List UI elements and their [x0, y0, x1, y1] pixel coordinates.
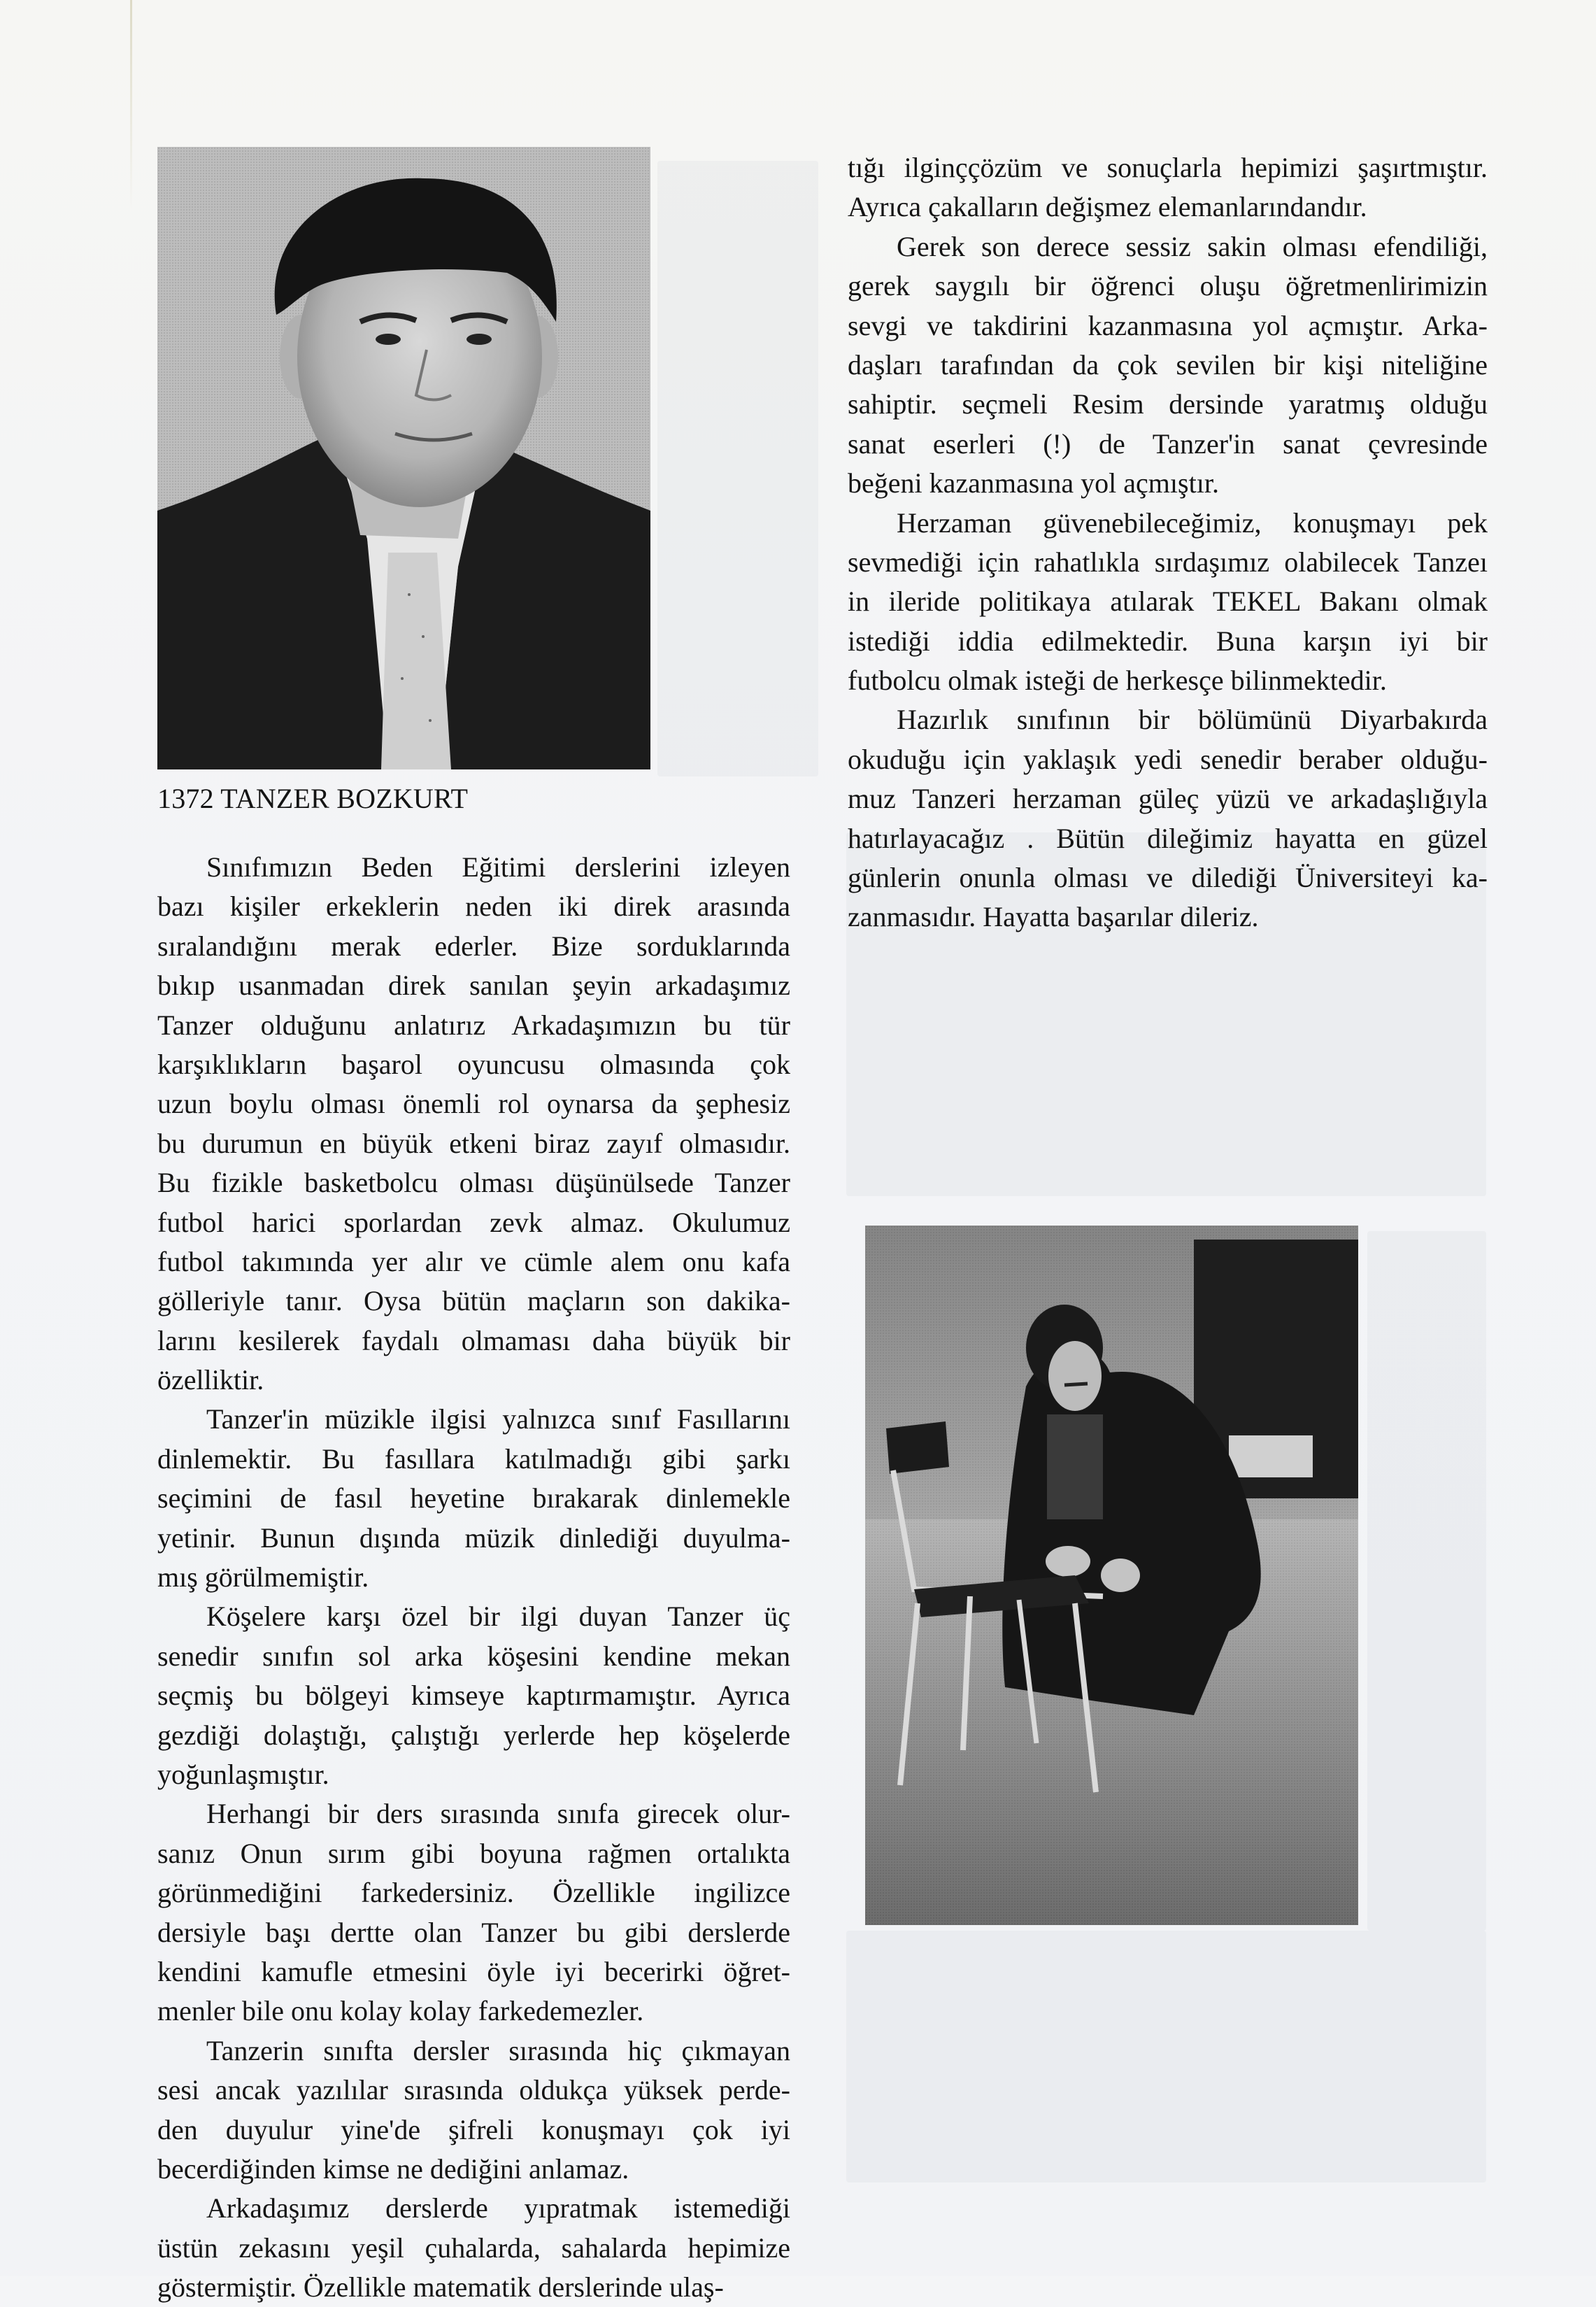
text-line: futbolcu olmak isteği de herkesçe bilinmektedir. — [848, 665, 1387, 697]
left-text-column — [157, 848, 790, 2307]
text-line: karşıklıkların başarol oyuncusu olmasında çok — [157, 1048, 790, 1080]
text-line: kendini kamufle etmesini öyle iyi becerirki öğret- — [157, 1955, 790, 1987]
paragraph — [848, 504, 1488, 701]
text-line: Herzaman güvenebileceğimiz, konuşmayı pek — [897, 506, 1488, 539]
text-line: üstün zekasını yeşil çuhalarda, sahalarda hepimize — [157, 2231, 790, 2264]
crouching-by-chair-photo — [865, 1226, 1358, 1925]
text-line: özelliktir. — [157, 1364, 264, 1396]
paragraph — [848, 227, 1488, 504]
portrait-photo — [157, 147, 650, 769]
text-line: gezdiği dolaştığı, çalıştığı yerlerde hep köşelerde — [157, 1719, 790, 1751]
text-line: Hazırlık sınıfının bir bölümünü Diyarbakırda — [897, 704, 1488, 736]
text-line: sahiptir. seçmeli Resim dersinde yaratmış olduğu — [848, 388, 1488, 420]
text-line: sıralandığını merak ederler. Bize sorduklarında — [157, 930, 790, 962]
text-line: bu durumun en büyük etkeni biraz zayıf olmasıdır. — [157, 1127, 790, 1159]
text-line: seçimini de fasıl heyetine bırakarak dinlemekle — [157, 1482, 790, 1514]
text-line: Arkadaşımız derslerde yıpratmak istemediği — [206, 2192, 790, 2224]
text-line: seçmiş bu bölgeyi kimseye kaptırmamıştır. Ayrıca — [157, 1680, 790, 1712]
text-line: Tanzer'in müzikle ilgisi yalnızca sınıf Fasıllarını — [206, 1403, 790, 1435]
text-line: sanız Onun sırım gibi boyuna rağmen ortalıkta — [157, 1837, 790, 1869]
text-line: mış görülmemiştir. — [157, 1561, 369, 1593]
paragraph — [157, 2189, 790, 2307]
paragraph — [157, 1400, 790, 1597]
paragraph — [157, 848, 790, 1400]
text-line: senedir sınıfın sol arka köşesini kendine mekan — [157, 1640, 790, 1672]
text-line: futbol harici sporlardan zevk almaz. Okulumuz — [157, 1206, 790, 1238]
paper-fold-line — [130, 0, 132, 210]
text-line: larını kesilerek faydalı olmaması daha büyük bir — [157, 1324, 790, 1356]
text-line: Köşelere karşı özel bir ilgi duyan Tanzer üç — [206, 1600, 790, 1633]
text-line: dinlemektir. Bu fasıllara katılmadığı gibi şarkı — [157, 1442, 790, 1475]
paragraph — [848, 148, 1488, 227]
text-line: uzun boylu olması önemli rol oynarsa da şephesiz — [157, 1088, 790, 1120]
text-line: yoğunlaşmıştır. — [157, 1758, 329, 1790]
text-line: günlerin onunla olması ve dilediği Üniversiteyi ka- — [848, 862, 1488, 894]
text-line: Tanzer olduğunu anlatırız Arkadaşımızın bu tür — [157, 1009, 790, 1041]
text-line: Tanzerin sınıfta dersler sırasında hiç çıkmayan — [206, 2034, 790, 2066]
text-line: gölleriyle tanır. Oysa bütün maçların son dakika- — [157, 1285, 790, 1317]
paragraph — [157, 1794, 790, 2031]
text-line: okuduğu için yaklaşık yedi senedir beraber olduğu- — [848, 743, 1488, 775]
text-line: sevmediği için rahatlıkla sırdaşımız olabilecek Tanzeı — [848, 546, 1488, 578]
text-line: den duyulur yine'de şifreli konuşmayı çok iyi — [157, 2113, 790, 2145]
show-through-texture — [846, 1931, 1486, 2182]
paragraph — [157, 2031, 790, 2189]
text-line: göstermiştir. Özellikle matematik derslerinde ulaş- — [157, 2271, 724, 2304]
student-name-caption: 1372 TANZER BOZKURT — [157, 783, 469, 814]
text-line: Ayrıca çakalların değişmez elemanlarındandır. — [848, 191, 1367, 223]
text-line: sesi ancak yazılılar sırasında oldukça yüksek perde- — [157, 2074, 790, 2106]
text-line: becerdiğinden kimse ne dediğini anlamaz. — [157, 2152, 629, 2185]
text-line: in ileride politikaya atılarak TEKEL Bakanı olmak — [848, 585, 1488, 618]
text-line: istediği iddia edilmektedir. Buna karşın iyi bir — [848, 625, 1488, 657]
text-line: sanat eserleri (!) de Tanzer'in sanat çevresinde — [848, 427, 1488, 460]
text-line: görünmediğini farkedersiniz. Özellikle ingilizce — [157, 1877, 790, 1909]
text-line: yetinir. Bunun dışında müzik dinlediği duyulma- — [157, 1521, 790, 1554]
text-line: bıkıp usanmadan direk sanılan şeyin arkadaşımız — [157, 970, 790, 1002]
text-line: hatırlayacağız . Bütün dileğimiz hayatta en güzel — [848, 822, 1488, 854]
text-line: gerek saygılı bir öğrenci oluşu öğretmenlirimizin — [848, 270, 1488, 302]
portrait-photo-image — [157, 147, 650, 769]
show-through-texture — [1367, 1231, 1486, 1931]
show-through-texture — [657, 161, 818, 776]
text-line: Sınıfımızın Beden Eğitimi derslerini izleyen — [206, 851, 790, 883]
text-line: futbol takımında yer alır ve cümle alem onu kafa — [157, 1245, 790, 1277]
text-line: bazı kişiler erkeklerin neden iki direk arasında — [157, 890, 790, 923]
text-line: muz Tanzeri herzaman güleç yüzü ve arkadaşlığıyla — [848, 783, 1488, 815]
text-line: zanmasıdır. Hayatta başarılar dileriz. — [848, 901, 1259, 933]
paragraph — [157, 1597, 790, 1794]
paragraph — [848, 700, 1488, 937]
text-line: Bu fizikle basketbolcu olması düşünülsede Tanzer — [157, 1167, 790, 1199]
crouching-photo-image — [865, 1226, 1358, 1925]
text-line: sevgi ve takdirini kazanmasına yol açmıştır. Arka- — [848, 309, 1488, 341]
text-line: menler bile onu kolay kolay farkedemezler. — [157, 1995, 644, 2027]
text-line: daşları tarafından da çok sevilen bir kişi niteliğine — [848, 348, 1488, 381]
text-line: dersiyle başı dertte olan Tanzer bu gibi derslerde — [157, 1916, 790, 1948]
text-line: Herhangi bir ders sırasında sınıfa girecek olur- — [206, 1798, 790, 1830]
text-line: beğeni kazanmasına yol açmıştır. — [848, 467, 1219, 499]
text-line: Gerek son derece sessiz sakin olması efendiliği, — [897, 230, 1488, 262]
right-text-column — [848, 148, 1488, 937]
text-line: tığı ilginççözüm ve sonuçlarla hepimizi şaşırtmıştır. — [848, 152, 1488, 183]
